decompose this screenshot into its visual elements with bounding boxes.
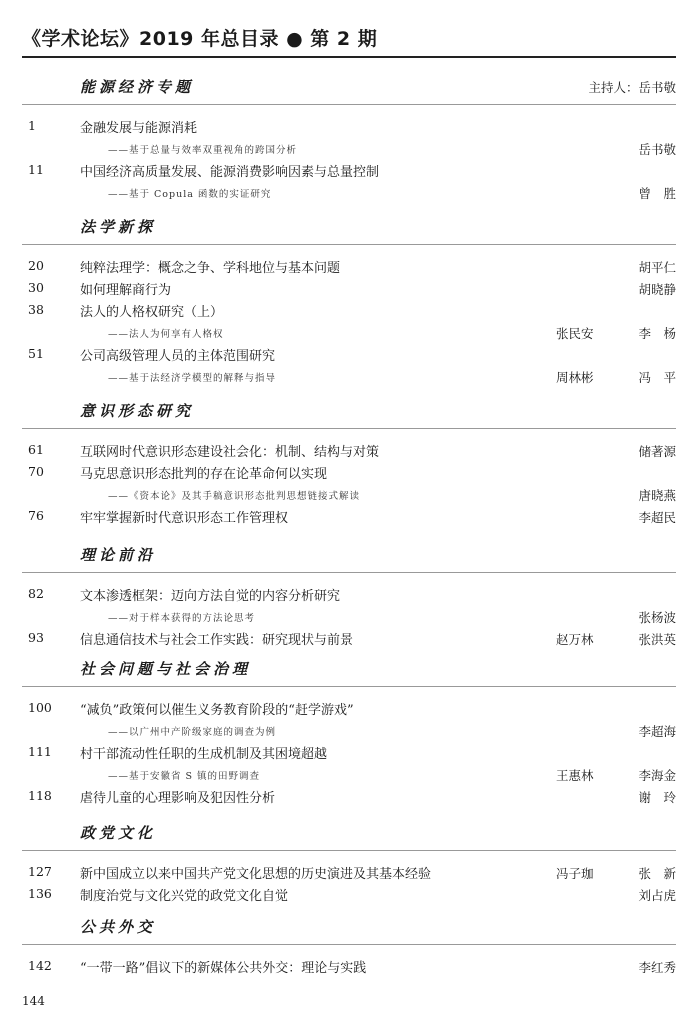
- toc-entry: [0, 366, 700, 388]
- entry-page-number: 118: [28, 788, 52, 803]
- section-rule: [22, 850, 676, 851]
- section-entries: [0, 862, 700, 906]
- entry-title: 制度治党与文化兴党的政党文化自觉: [80, 889, 289, 904]
- entry-title: 如何理解商行为: [80, 283, 172, 298]
- entry-title: 村干部流动性任职的生成机制及其困境超越: [80, 747, 328, 762]
- section-entries: [0, 256, 700, 388]
- section-header: [0, 72, 700, 102]
- section-header: [0, 212, 700, 242]
- entry-page-number: 93: [28, 630, 44, 645]
- toc-entry: [0, 956, 700, 978]
- section-entries: [0, 698, 700, 808]
- entry-subtitle: ——法人为何享有人格权: [108, 329, 224, 340]
- entry-author: 李海金: [638, 768, 676, 783]
- entry-title: 中国经济高质量发展、能源消费影响因素与总量控制: [80, 165, 380, 180]
- entry-author: 李超民: [638, 510, 676, 525]
- section-entries: [0, 440, 700, 528]
- entry-title: 信息通信技术与社会工作实践：研究现状与前景: [80, 633, 354, 648]
- toc-entry: [0, 742, 700, 764]
- section-rule: [22, 104, 676, 105]
- entry-subtitle: ——《资本论》及其手稿意识形态批判思想链接式解读: [108, 491, 361, 502]
- entry-title: “一带一路”倡议下的新媒体公共外交：理论与实践: [80, 961, 367, 976]
- entry-title: 纯粹法理学：概念之争、学科地位与基本问题: [80, 261, 341, 276]
- section-title: 公共外交: [80, 918, 157, 936]
- entry-author: 岳书敬: [638, 142, 676, 157]
- entry-subtitle: ——以广州中产阶级家庭的调查为例: [108, 727, 277, 738]
- entry-title: 文本渗透框架：迈向方法自觉的内容分析研究: [80, 589, 341, 604]
- entry-page-number: 51: [28, 346, 44, 361]
- section-title: 理论前沿: [80, 546, 157, 564]
- toc-entry: [0, 278, 700, 300]
- entry-author: 曾 胜: [638, 186, 676, 201]
- entry-title: 新中国成立以来中国共产党文化思想的历史演进及其基本经验: [80, 867, 432, 882]
- entry-title: 牢牢掌握新时代意识形态工作管理权: [80, 511, 289, 526]
- entry-author: 谢 玲: [638, 790, 676, 805]
- entry-coauthor: 赵万林: [556, 632, 594, 647]
- entry-page-number: 38: [28, 302, 44, 317]
- entry-coauthor: 张民安: [556, 326, 594, 341]
- toc-entry: [0, 506, 700, 528]
- section-title: 政党文化: [80, 824, 157, 842]
- entry-subtitle: ——基于安徽省 S 镇的田野调查: [108, 771, 261, 782]
- entry-author: 李 杨: [638, 326, 676, 341]
- toc-entry: [0, 764, 700, 786]
- entry-page-number: 70: [28, 464, 44, 479]
- toc-section: [0, 72, 700, 201]
- toc-section: [0, 212, 700, 385]
- entry-subtitle: ——基于 Copula 函数的实证研究: [108, 189, 272, 200]
- page-title: 《学术论坛》2019 年总目录 ● 第 2 期: [22, 28, 378, 50]
- entry-author: 张 新: [638, 866, 676, 881]
- entry-page-number: 127: [28, 864, 52, 879]
- toc-entry: [0, 256, 700, 278]
- entry-page-number: 142: [28, 958, 52, 973]
- toc-entry: [0, 440, 700, 462]
- entry-page-number: 11: [28, 162, 44, 177]
- entry-page-number: 136: [28, 886, 52, 901]
- toc-entry: [0, 786, 700, 808]
- section-rule: [22, 572, 676, 573]
- toc-entry: [0, 884, 700, 906]
- toc-section: [0, 912, 700, 976]
- section-host: 主持人：岳书敬: [588, 80, 676, 95]
- toc-entry: [0, 628, 700, 650]
- section-entries: [0, 116, 700, 204]
- entry-subtitle: ——对于样本获得的方法论思考: [108, 613, 256, 624]
- toc-entry: [0, 462, 700, 484]
- entry-title: “减负”政策何以催生义务教育阶段的“赶学游戏”: [80, 703, 354, 718]
- toc-entry: [0, 300, 700, 322]
- entry-coauthor: 周林彬: [556, 370, 594, 385]
- section-rule: [22, 428, 676, 429]
- section-header: [0, 396, 700, 426]
- entry-page-number: 76: [28, 508, 44, 523]
- section-title: 法学新探: [80, 218, 157, 236]
- toc-section: [0, 654, 700, 806]
- entry-page-number: 100: [28, 700, 52, 715]
- entry-author: 李红秀: [638, 960, 676, 975]
- toc-section: [0, 540, 700, 648]
- entry-title: 金融发展与能源消耗: [80, 121, 198, 136]
- section-entries: [0, 584, 700, 650]
- entry-author: 储著源: [638, 444, 676, 459]
- section-rule: [22, 244, 676, 245]
- entry-page-number: 61: [28, 442, 44, 457]
- toc-entry: [0, 138, 700, 160]
- section-header: [0, 912, 700, 942]
- entry-page-number: 1: [28, 118, 36, 133]
- section-header: [0, 654, 700, 684]
- toc-entry: [0, 160, 700, 182]
- toc-section: [0, 396, 700, 526]
- toc-entry: [0, 862, 700, 884]
- entry-title: 虐待儿童的心理影响及犯因性分析: [80, 791, 276, 806]
- entry-subtitle: ——基于法经济学模型的解释与指导: [108, 373, 277, 384]
- entry-author: 李超海: [638, 724, 676, 739]
- toc-entry: [0, 344, 700, 366]
- entry-page-number: 30: [28, 280, 44, 295]
- entry-page-number: 82: [28, 586, 44, 601]
- entry-title: 公司高级管理人员的主体范围研究: [80, 349, 276, 364]
- section-entries: [0, 956, 700, 978]
- entry-page-number: 111: [28, 744, 52, 759]
- section-title: 社会问题与社会治理: [80, 660, 252, 678]
- entry-author: 张杨波: [638, 610, 676, 625]
- entry-author: 冯 平: [638, 370, 676, 385]
- entry-author: 胡晓静: [638, 282, 676, 297]
- entry-author: 张洪英: [638, 632, 676, 647]
- section-header: [0, 818, 700, 848]
- toc-entry: [0, 484, 700, 506]
- toc-entry: [0, 322, 700, 344]
- section-header: [0, 540, 700, 570]
- toc-entry: [0, 606, 700, 628]
- toc-entry: [0, 584, 700, 606]
- toc-entry: [0, 182, 700, 204]
- entry-subtitle: ——基于总量与效率双重视角的跨国分析: [108, 145, 298, 156]
- entry-coauthor: 王惠林: [556, 768, 594, 783]
- page-number: 144: [22, 994, 45, 1008]
- section-title: 意识形态研究: [80, 402, 195, 420]
- entry-coauthor: 冯子珈: [556, 866, 594, 881]
- entry-title: 马克思意识形态批判的存在论革命何以实现: [80, 467, 328, 482]
- section-title: 能源经济专题: [80, 78, 195, 96]
- toc-section: [0, 818, 700, 904]
- entry-author: 唐晓燕: [638, 488, 676, 503]
- entry-page-number: 20: [28, 258, 44, 273]
- toc-entry: [0, 116, 700, 138]
- section-rule: [22, 944, 676, 945]
- entry-title: 法人的人格权研究（上）: [80, 305, 224, 320]
- toc-entry: [0, 720, 700, 742]
- entry-author: 胡平仁: [638, 260, 676, 275]
- entry-author: 刘占虎: [638, 888, 676, 903]
- entry-title: 互联网时代意识形态建设社会化：机制、结构与对策: [80, 445, 380, 460]
- title-rule: [22, 56, 676, 58]
- toc-entry: [0, 698, 700, 720]
- section-rule: [22, 686, 676, 687]
